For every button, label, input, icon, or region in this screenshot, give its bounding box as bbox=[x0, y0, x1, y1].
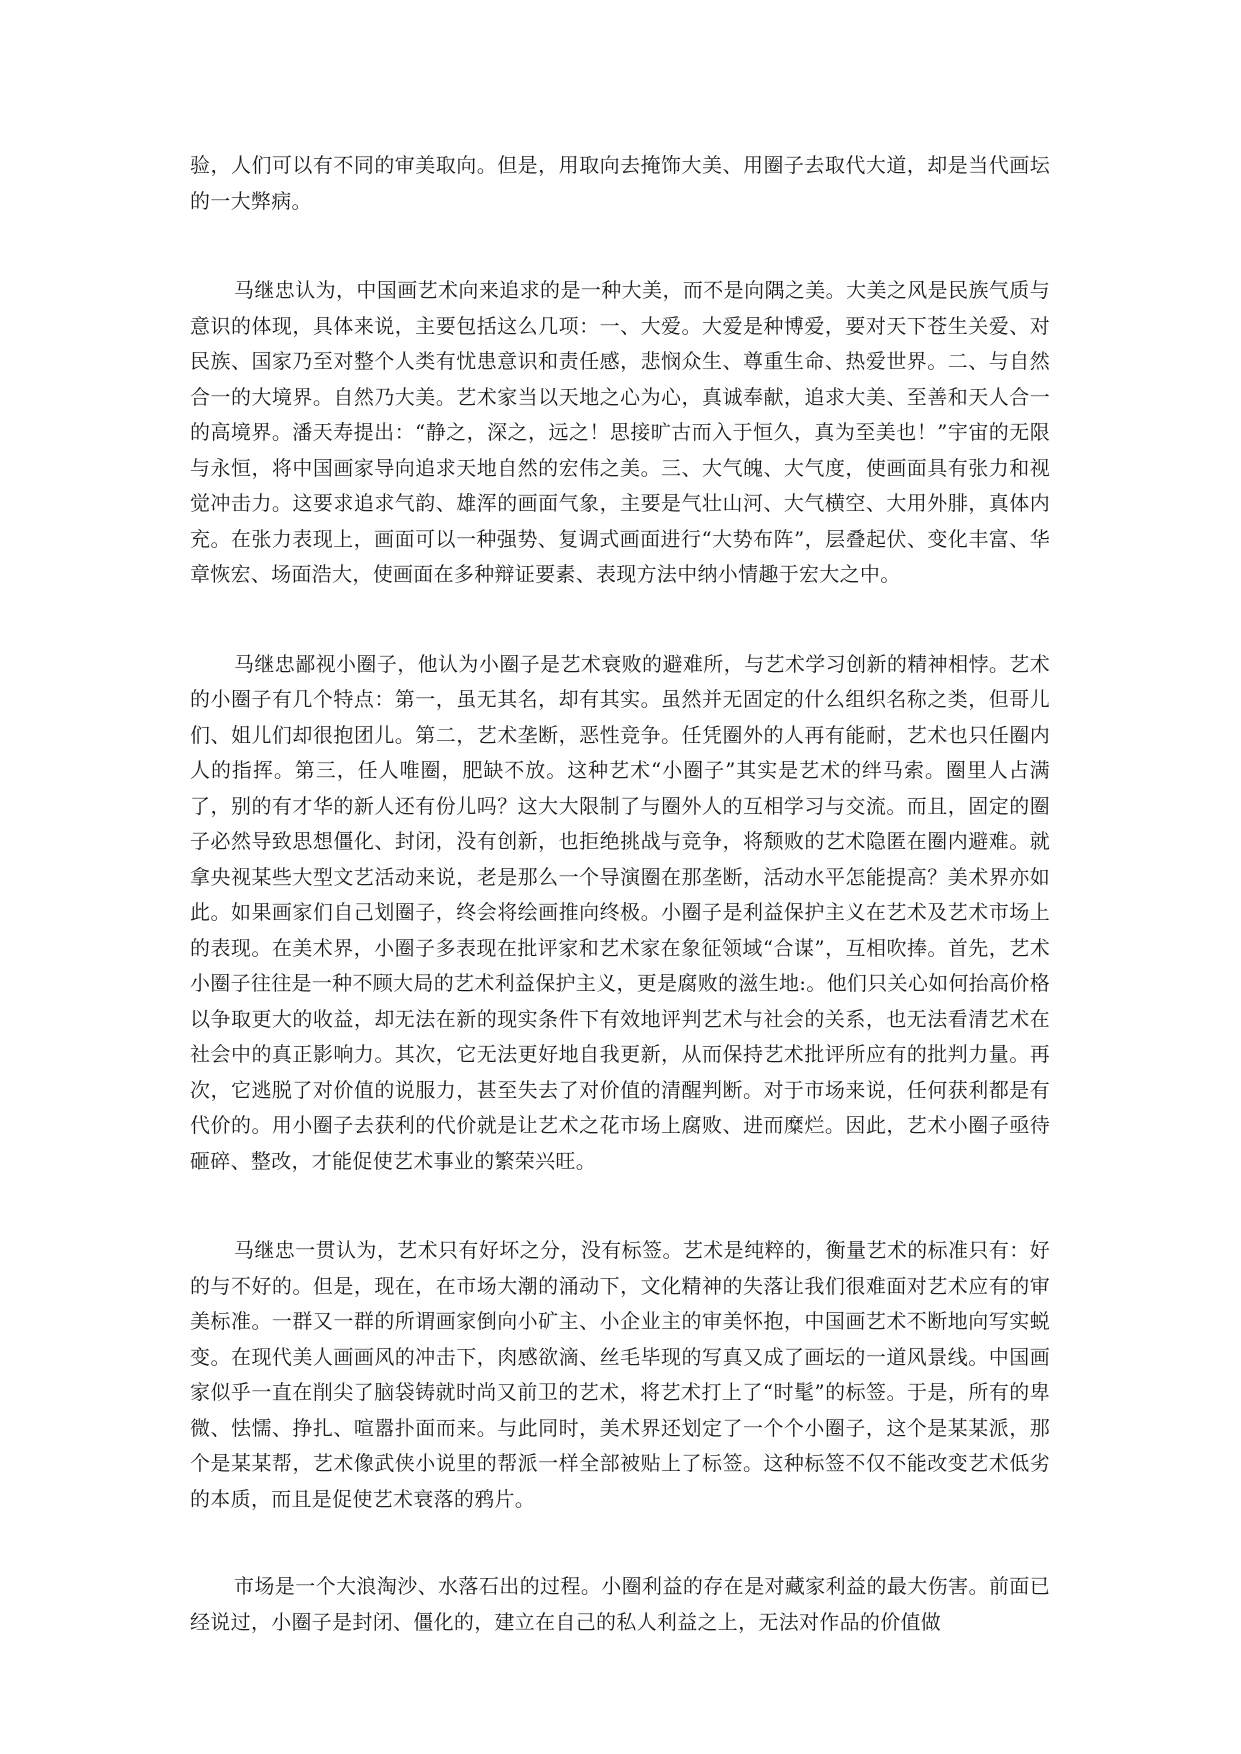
paragraph-1: 验，人们可以有不同的审美取向。但是，用取向去掩饰大美、用圈子去取代大道，却是当代画坛的一大弊病。 bbox=[190, 153, 1050, 213]
paragraph-4: 马继忠一贯认为，艺术只有好坏之分，没有标签。艺术是纯粹的，衡量艺术的标准只有：好的与不好的。但是，现在，在市场大潮的涌动下，文化精神的失落让我们很难面对艺术应有的审美标准。一群又一群的所谓画家倒向小矿主、小企业主的审美怀抱，中国画艺术不断地向写实蜕变。在现代美人画画风的冲击下，肉感欲滴、丝毛毕现的写真又成了画坛的一道风景线。中国画家似乎一直在削尖了脑袋铸就时尚又前卫的艺术，将艺术打上了“时髦”的标签。于是，所有的卑微、怯懦、挣扎、喧嚣扑面而来。与此同时，美术界还划定了一个个小圈子，这个是某某派，那个是某某帮，艺术像武侠小说里的帮派一样全部被贴上了标签。这种标签不仅不能改变艺术低劣的本质，而且是促使艺术衰落的鸦片。 bbox=[190, 1238, 1050, 1511]
paragraph-3: 马继忠鄙视小圈子，他认为小圈子是艺术衰败的避难所，与艺术学习创新的精神相悖。艺术的小圈子有几个特点：第一，虽无其名，却有其实。虽然并无固定的什么组织名称之类，但哥儿们、姐儿们却很抱团儿。第二，艺术垄断，恶性竞争。任凭圈外的人再有能耐，艺术也只任圈内人的指挥。第三，任人唯圈，肥缺不放。这种艺术“小圈子”其实是艺术的绊马索。圈里人占满了，别的有才华的新人还有份儿吗？这大大限制了与圈外人的互相学习与交流。而且，固定的圈子必然导致思想僵化、封闭，没有创新，也拒绝挑战与竞争，将颓败的艺术隐匿在圈内避难。就拿央视某些大型文艺活动来说，老是那么一个导演圈在那垄断，活动水平怎能提高？美术界亦如此。如果画家们自己划圈子，终会将绘画推向终极。小圈子是利益保护主义在艺术及艺术市场上的表现。在美术界，小圈子多表现在批评家和艺术家在象征领域“合谋”，互相吹捧。首先，艺术小圈子往往是一种不顾大局的艺术利益保护主义，更是腐败的滋生地:。他们只关心如何抬高价格以争取更大的收益，却无法在新的现实条件下有效地评判艺术与社会的关系，也无法看清艺术在社会中的真正影响力。其次，它无法更好地自我更新，从而保持艺术批评所应有的批判力量。再次，它逃脱了对价值的说服力，甚至失去了对价值的清醒判断。对于市场来说，任何获利都是有代价的。用小圈子去获利的代价就是让艺术之花市场上腐败、进而糜烂。因此，艺术小圈子亟待砸碎、整改，才能促使艺术事业的繁荣兴旺。 bbox=[190, 651, 1050, 1173]
paragraph-5: 市场是一个大浪淘沙、水落石出的过程。小圈利益的存在是对藏家利益的最大伤害。前面已经说过，小圈子是封闭、僵化的，建立在自己的私人利益之上，无法对作品的价值做 bbox=[190, 1574, 1050, 1634]
document-body bbox=[190, 148, 1050, 1640]
paragraph-spacer bbox=[190, 1179, 1050, 1233]
paragraph-spacer bbox=[190, 593, 1050, 647]
paragraph-spacer bbox=[190, 1517, 1050, 1569]
paragraph-2: 马继忠认为，中国画艺术向来追求的是一种大美，而不是向隅之美。大美之风是民族气质与意识的体现，具体来说，主要包括这么几项：一、大爱。大爱是种博爱，要对天下苍生关爱、对民族、国家乃至对整个人类有忧患意识和责任感，悲悯众生、尊重生命、热爱世界。二、与自然合一的大境界。自然乃大美。艺术家当以天地之心为心，真诚奉献，追求大美、至善和天人合一的高境界。潘天寿提出：“静之，深之，远之！思接旷古而入于恒久，真为至美也！”宇宙的无限与永恒，将中国画家导向追求天地自然的宏伟之美。三、大气魄、大气度，使画面具有张力和视觉冲击力。这要求追求气韵、雄浑的画面气象，主要是气壮山河、大气横空、大用外腓，真体内充。在张力表现上，画面可以一种强势、复调式画面进行“大势布阵”，层叠起伏、变化丰富、华章恢宏、场面浩大，使画面在多种辩证要素、表现方法中纳小情趣于宏大之中。 bbox=[190, 278, 1050, 586]
paragraph-spacer bbox=[190, 219, 1050, 273]
